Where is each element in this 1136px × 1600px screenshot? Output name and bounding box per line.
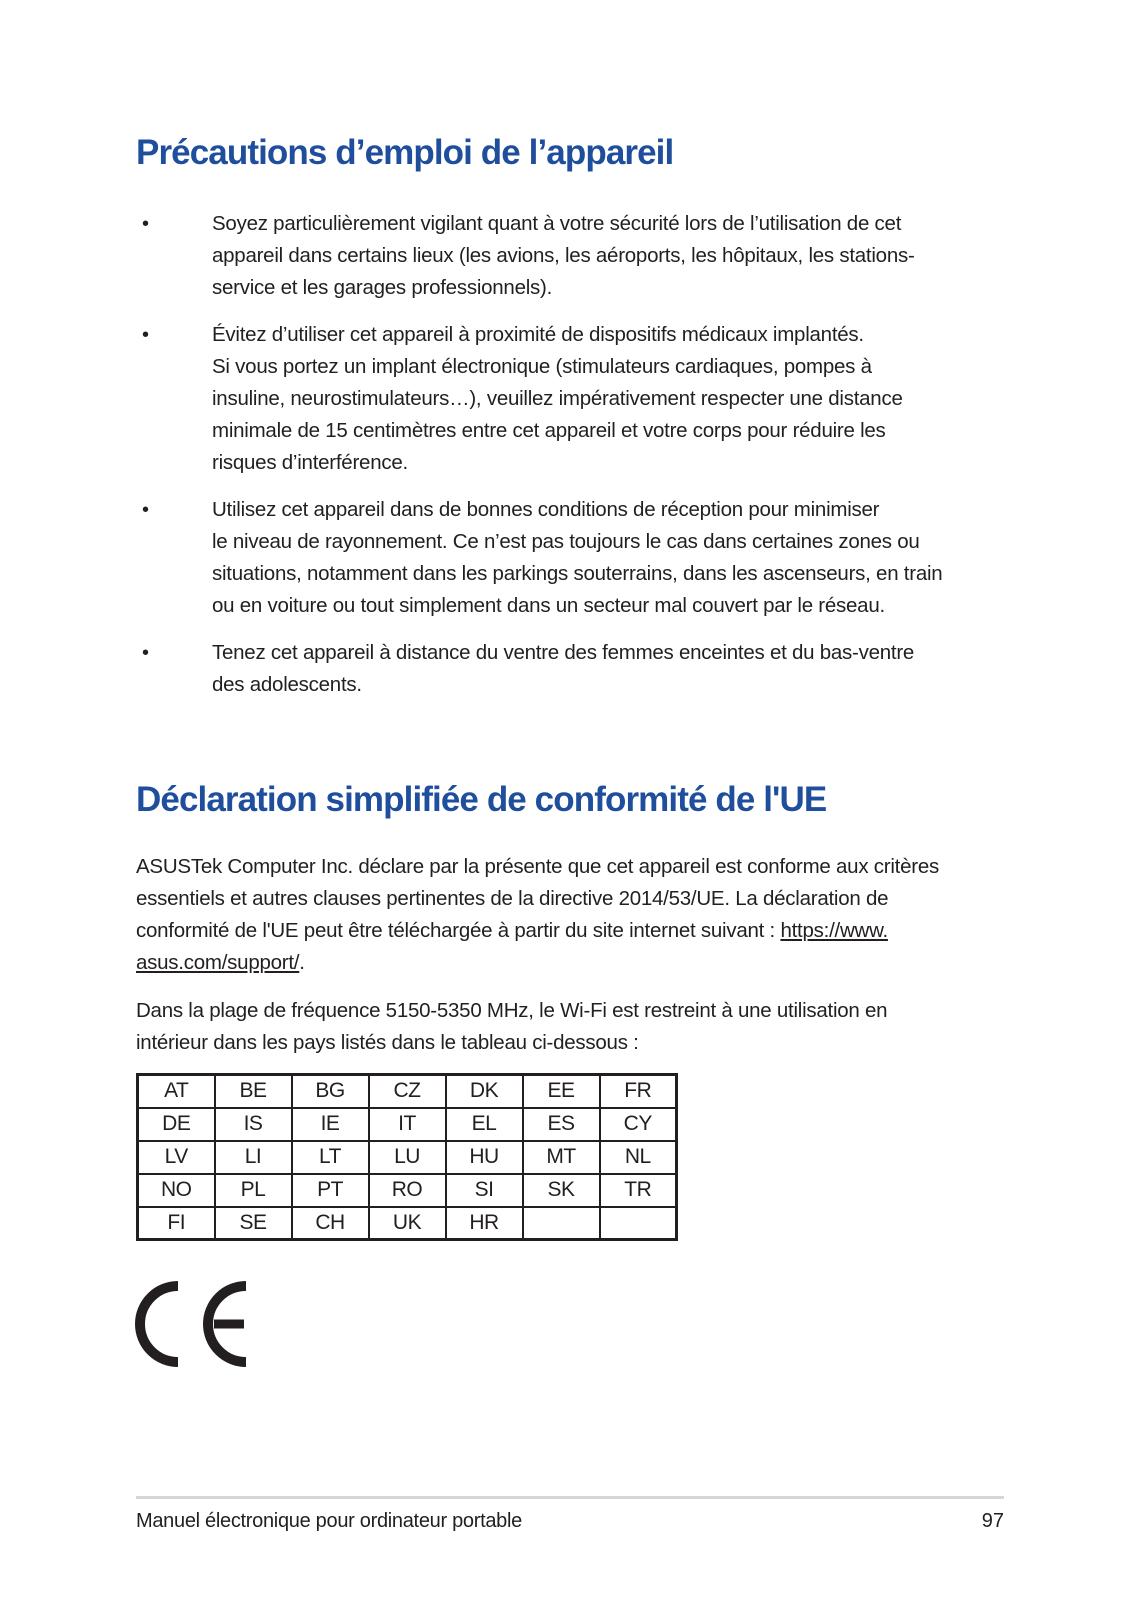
declaration-paragraph	[136, 851, 1016, 979]
country-cell: FI	[138, 1207, 215, 1240]
country-cell: SE	[215, 1207, 292, 1240]
country-cell: DE	[138, 1108, 215, 1141]
section-title-eu-declaration: Déclaration simplifiée de conformité de l'UE	[136, 780, 827, 819]
country-cell: SI	[446, 1174, 523, 1207]
country-cell: SK	[523, 1174, 600, 1207]
text-line: Si vous portez un implant électronique (stimulateurs cardiaques, pompes à	[212, 355, 872, 378]
text-line: intérieur dans les pays listés dans le tableau ci-dessous :	[136, 1031, 639, 1054]
text-line: Dans la plage de fréquence 5150-5350 MHz, le Wi-Fi est restreint à une utilisation en	[136, 999, 888, 1022]
footer-divider	[136, 1496, 1004, 1499]
country-cell: LU	[369, 1141, 446, 1174]
ce-mark-graphic	[134, 1280, 256, 1368]
text-line: service et les garages professionnels).	[212, 276, 553, 299]
country-table	[136, 1073, 678, 1241]
table-row	[138, 1174, 677, 1207]
page-number: 97	[981, 1510, 1004, 1532]
text-line: insuline, neurostimulateurs…), veuillez impérativement respecter une distance	[212, 387, 903, 410]
section-title-precautions: Précautions d’emploi de l’appareil	[136, 133, 674, 172]
country-cell: IE	[292, 1108, 369, 1141]
country-cell: LI	[215, 1141, 292, 1174]
text-line: le niveau de rayonnement. Ce n’est pas toujours le cas dans certaines zones ou	[212, 530, 920, 553]
bullet-icon: •	[142, 324, 150, 346]
country-cell: MT	[523, 1141, 600, 1174]
text-line: situations, notamment dans les parkings souterrains, dans les ascenseurs, en train	[212, 562, 943, 585]
country-cell: DK	[446, 1075, 523, 1108]
country-cell	[600, 1207, 677, 1240]
table-row	[138, 1075, 677, 1108]
list-item-text	[212, 319, 1016, 479]
country-cell: PT	[292, 1174, 369, 1207]
table-row	[138, 1141, 677, 1174]
country-cell: PL	[215, 1174, 292, 1207]
list-item-text	[212, 208, 1016, 304]
country-cell: EL	[446, 1108, 523, 1141]
country-cell: NO	[138, 1174, 215, 1207]
text-line: essentiels et autres clauses pertinentes de la directive 2014/53/UE. La déclaration de	[136, 887, 889, 910]
country-cell: IS	[215, 1108, 292, 1141]
country-cell: NL	[600, 1141, 677, 1174]
text-line	[136, 947, 1016, 979]
country-cell: HU	[446, 1141, 523, 1174]
country-cell: EE	[523, 1075, 600, 1108]
bullet-icon: •	[142, 499, 150, 521]
ce-mark-icon	[134, 1280, 256, 1373]
table-row	[138, 1207, 677, 1240]
list-item	[136, 637, 1016, 701]
country-cell: CH	[292, 1207, 369, 1240]
text-line: ASUSTek Computer Inc. déclare par la présente que cet appareil est conforme aux critères	[136, 855, 939, 878]
bullet-icon: •	[142, 642, 150, 664]
footer-title: Manuel électronique pour ordinateur portable	[136, 1510, 522, 1532]
bullet-icon: •	[142, 213, 150, 235]
country-cell: LV	[138, 1141, 215, 1174]
country-cell: FR	[600, 1075, 677, 1108]
country-cell: BG	[292, 1075, 369, 1108]
text-fragment: .	[299, 951, 305, 974]
text-line: des adolescents.	[212, 673, 362, 696]
text-line: Évitez d’utiliser cet appareil à proximité de dispositifs médicaux implantés.	[212, 323, 864, 346]
text-line: Utilisez cet appareil dans de bonnes conditions de réception pour minimiser	[212, 498, 880, 521]
text-line	[136, 915, 1016, 947]
country-cell: CY	[600, 1108, 677, 1141]
list-item-text	[212, 637, 1016, 701]
country-cell: TR	[600, 1174, 677, 1207]
text-line: appareil dans certains lieux (les avions, les aéroports, les hôpitaux, les stations-	[212, 244, 915, 267]
text-fragment: conformité de l'UE peut être téléchargée à partir du site internet suivant :	[136, 919, 781, 942]
country-cell: HR	[446, 1207, 523, 1240]
support-link-part1[interactable]: https://www.	[780, 919, 888, 942]
text-line: Soyez particulièrement vigilant quant à votre sécurité lors de l’utilisation de cet	[212, 212, 902, 235]
country-cell: BE	[215, 1075, 292, 1108]
country-cell: UK	[369, 1207, 446, 1240]
frequency-paragraph	[136, 995, 1016, 1059]
text-line: risques d’interférence.	[212, 451, 408, 474]
table-row	[138, 1108, 677, 1141]
country-cell: RO	[369, 1174, 446, 1207]
country-cell: LT	[292, 1141, 369, 1174]
country-cell: CZ	[369, 1075, 446, 1108]
list-item	[136, 208, 1016, 304]
country-cell: AT	[138, 1075, 215, 1108]
country-cell	[523, 1207, 600, 1240]
support-link-part2[interactable]: asus.com/support/	[136, 951, 300, 974]
precautions-list	[136, 208, 1016, 716]
text-line: ou en voiture ou tout simplement dans un secteur mal couvert par le réseau.	[212, 594, 885, 617]
list-item-text	[212, 494, 1016, 622]
list-item	[136, 319, 1016, 479]
text-line: Tenez cet appareil à distance du ventre des femmes enceintes et du bas-ventre	[212, 641, 915, 664]
country-cell: ES	[523, 1108, 600, 1141]
list-item	[136, 494, 1016, 622]
country-cell: IT	[369, 1108, 446, 1141]
text-line: minimale de 15 centimètres entre cet appareil et votre corps pour réduire les	[212, 419, 886, 442]
